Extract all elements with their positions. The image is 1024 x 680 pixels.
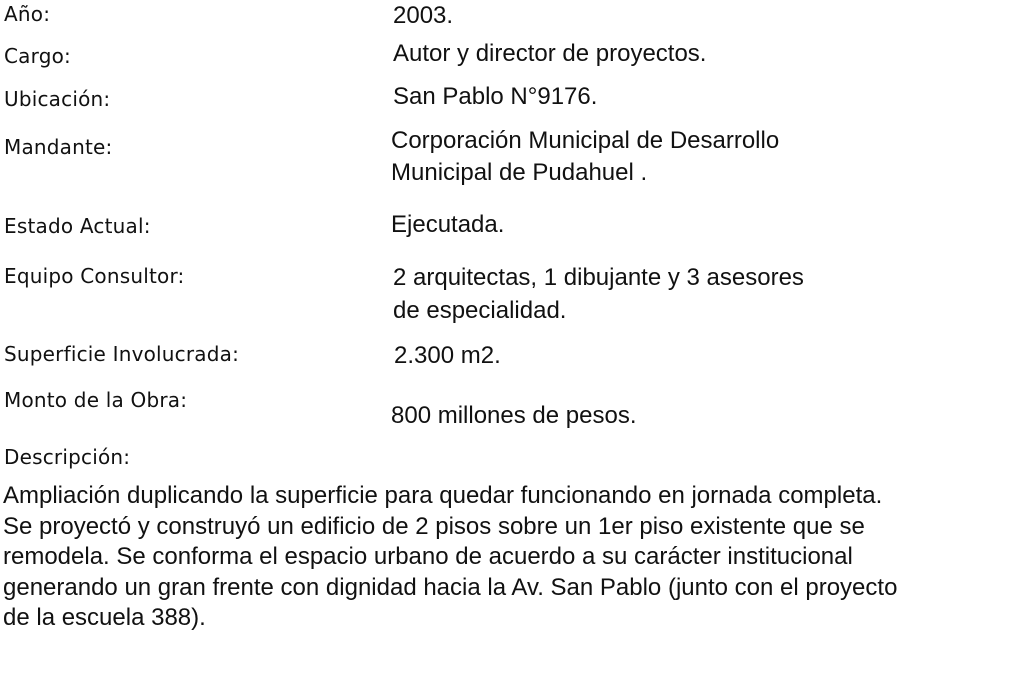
label-descripcion: Descripción: [4,445,131,469]
label-estado-actual: Estado Actual: [4,214,151,238]
value-superficie-line: 2.300 m2. [394,342,501,369]
value-equipo-consultor-line-1: 2 arquitectas, 1 dibujante y 3 asesores [393,264,804,291]
label-monto: Monto de la Obra: [4,388,188,412]
description-text [3,481,1021,634]
value-monto [391,400,636,432]
description-line: generando un gran frente con dignidad hacia la Av. San Pablo (junto con el proyecto [3,573,898,601]
label-ubicacion: Ubicación: [4,87,111,111]
value-superficie [394,340,501,372]
value-equipo-consultor [393,261,804,327]
value-estado-actual [391,209,504,241]
value-equipo-consultor-line-2: de especialidad. [393,297,567,324]
description-line: remodela. Se conforma el espacio urbano de acuerdo a su carácter institucional [3,543,853,570]
value-cargo [393,38,706,70]
value-ubicacion [393,81,597,113]
description-line: de la escuela 388). [3,604,206,631]
label-equipo-consultor: Equipo Consultor: [4,264,185,288]
value-ano [393,0,453,32]
value-cargo-line: Autor y director de proyectos. [393,40,707,67]
value-estado-actual-line: Ejecutada. [391,211,505,238]
label-cargo: Cargo: [4,44,71,68]
value-mandante [391,125,779,189]
label-mandante: Mandante: [4,135,113,159]
value-mandante-line-1: Corporación Municipal de Desarrollo [391,127,780,154]
value-monto-line: 800 millones de pesos. [391,402,637,429]
description-line: Ampliación duplicando la superficie para quedar funcionando en jornada completa. [3,482,883,509]
label-ano: Año: [4,2,51,26]
label-superficie: Superficie Involucrada: [4,342,240,366]
value-ano-line: 2003. [393,2,454,29]
description-line: Se proyectó y construyó un edificio de 2 pisos sobre un 1er piso existente que se [3,512,865,540]
value-ubicacion-line: San Pablo N°9176. [393,83,598,110]
value-mandante-line-2: Municipal de Pudahuel . [391,159,648,186]
